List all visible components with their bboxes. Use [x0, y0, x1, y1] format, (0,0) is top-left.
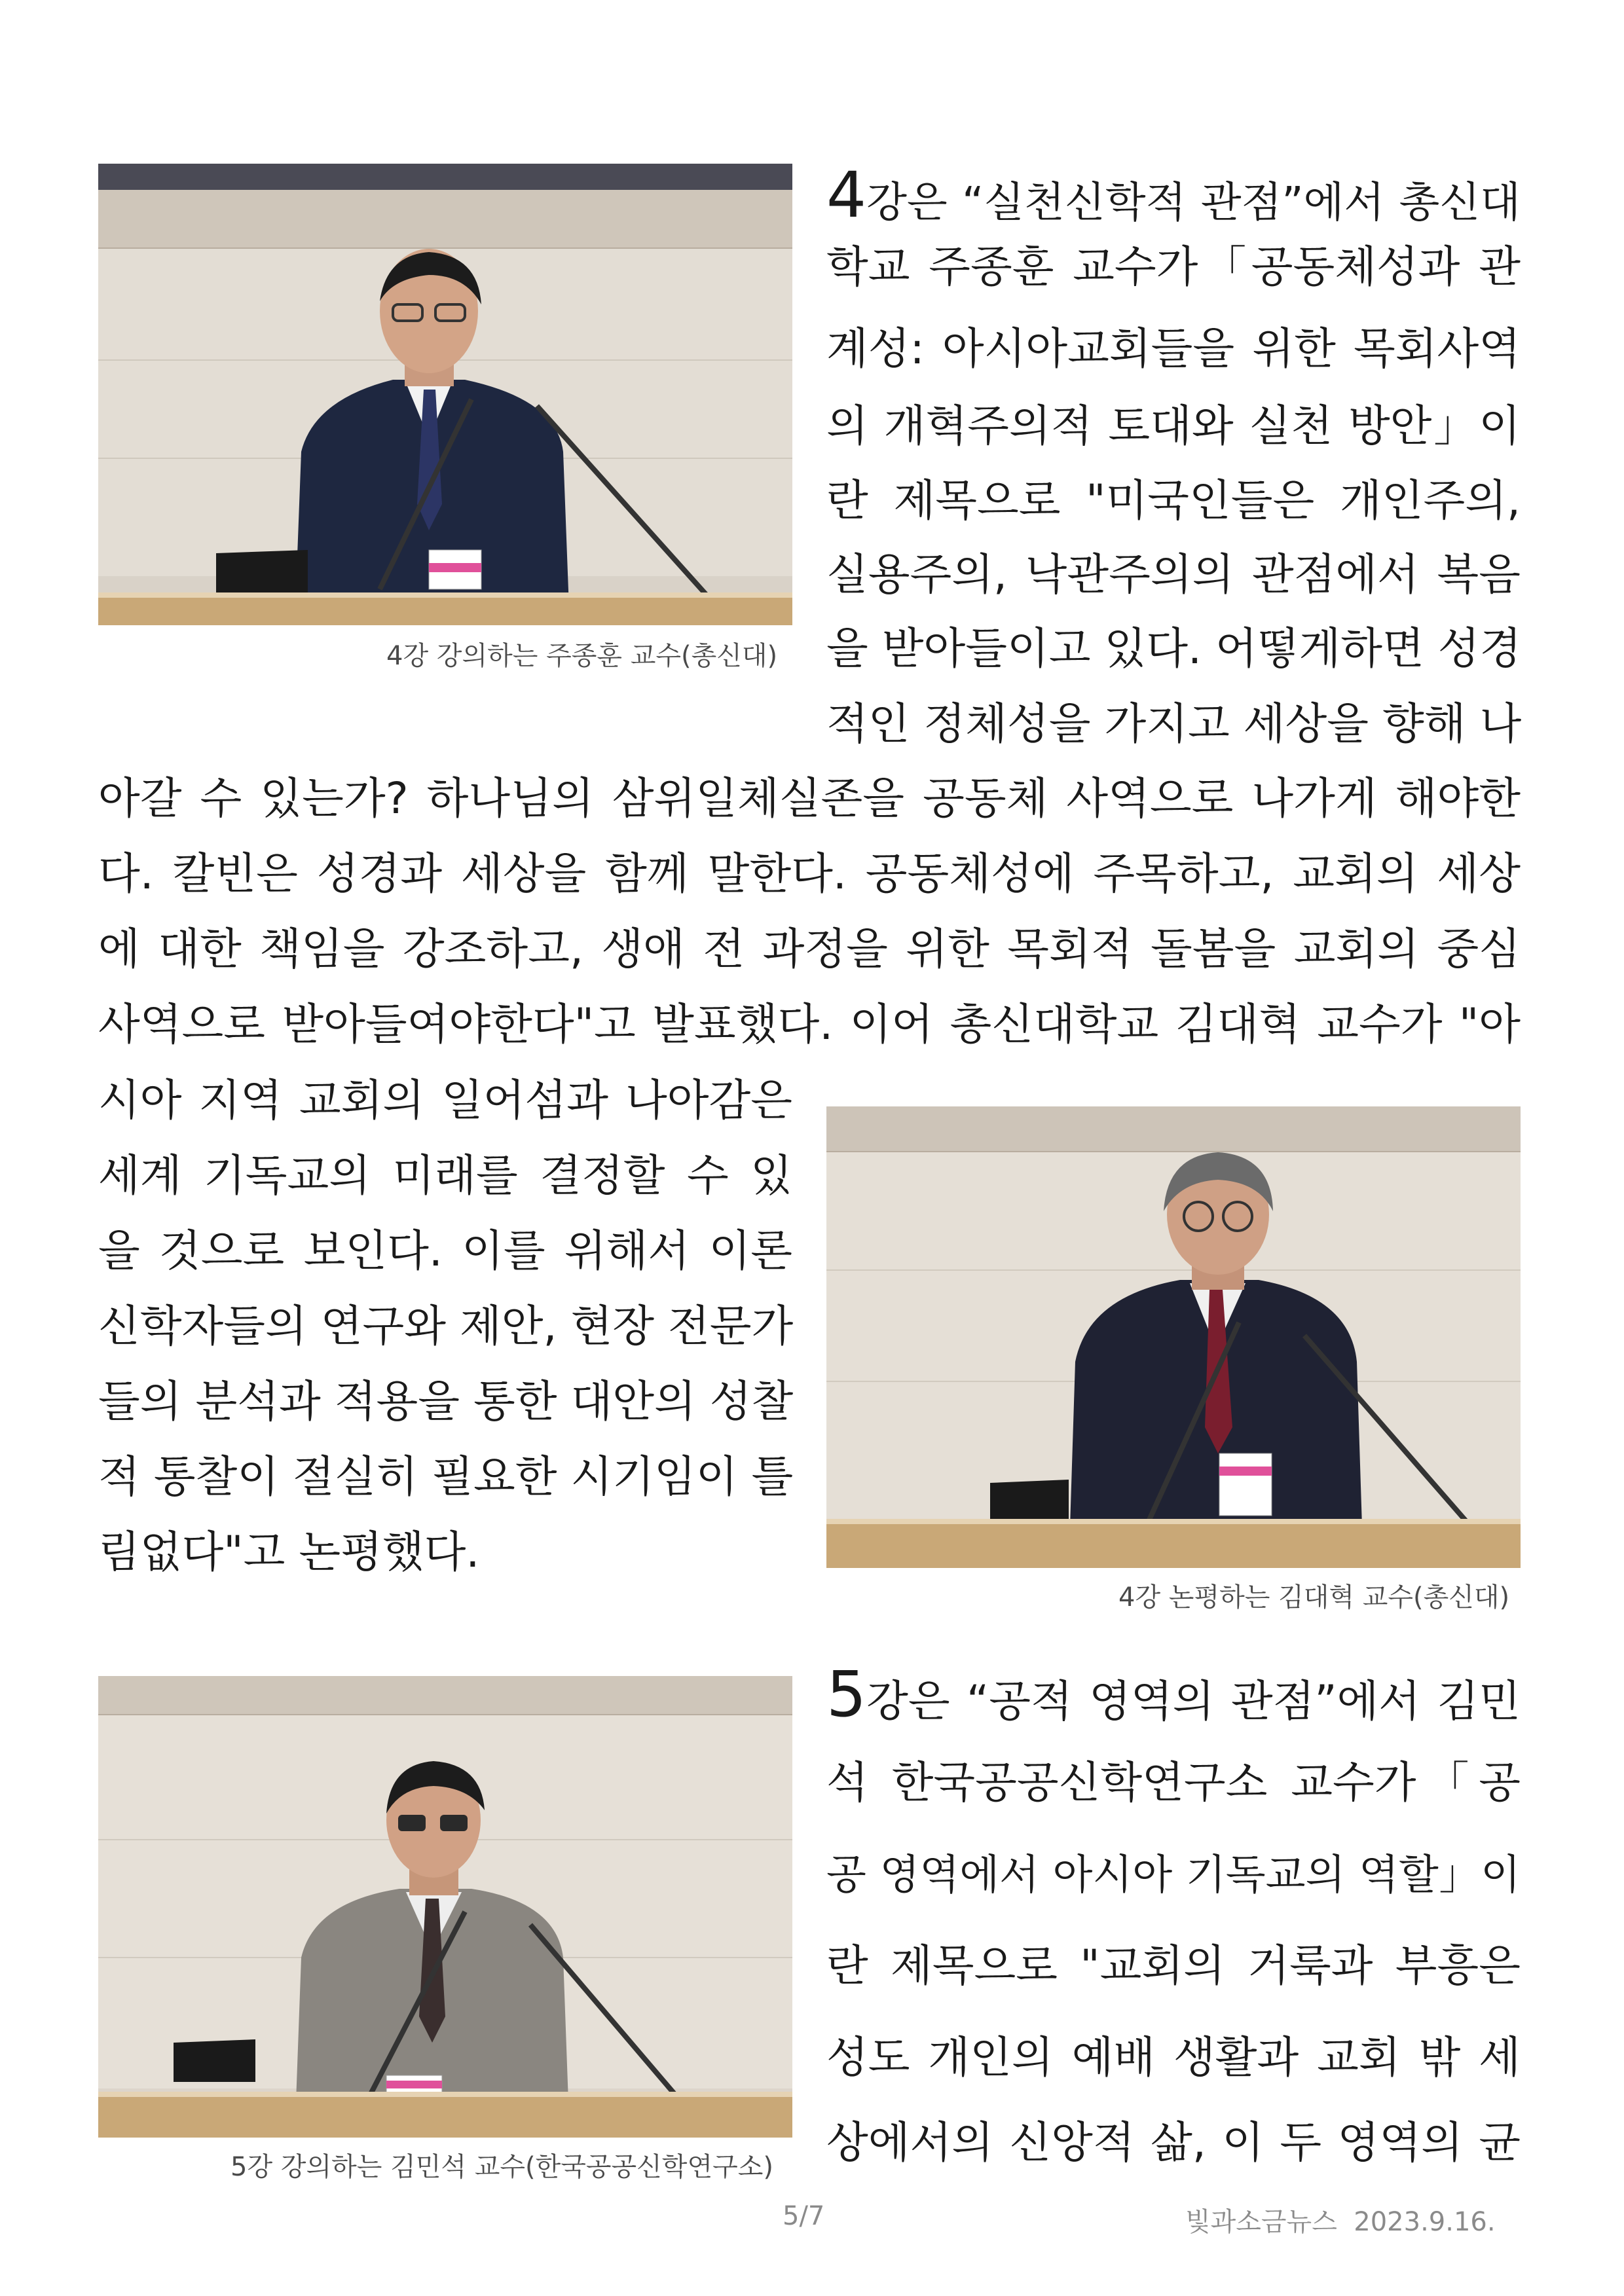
paragraph-line: 을 것으로 보인다. 이를 위해서 이론 [98, 1226, 792, 1276]
paragraph-line: 5강은 “공적 영역의 관점”에서 김민 [826, 1658, 1521, 1731]
paragraph-line: 적인 정체성을 가지고 세상을 향해 나 [826, 699, 1522, 749]
paragraph-line: 석 한국공공신학연구소 교수가「공 [826, 1757, 1521, 1808]
paragraph-line: 에 대한 책임을 강조하고, 생애 전 과정을 위한 목회적 돌봄을 교회의 중심 [98, 924, 1521, 974]
paragraph-line: 림없다"고 논평했다. [98, 1527, 480, 1577]
paragraph-line: 학교 주종훈 교수가「공동체성과 관 [826, 242, 1521, 292]
drop-number-5: 5 [826, 1658, 867, 1731]
drop-number-4: 4 [826, 158, 867, 232]
paragraph-line: 공 영역에서 아시아 기독교의 역할」이 [826, 1851, 1521, 1899]
photo-speaker-1-image [98, 164, 792, 625]
photo-speaker-1 [98, 164, 792, 625]
paragraph-line: 들의 분석과 적용을 통한 대안의 성찰 [98, 1376, 794, 1427]
paragraph-line: 다. 칼빈은 성경과 세상을 함께 말한다. 공동체성에 주목하고, 교회의 세상 [98, 848, 1521, 899]
paragraph-line: 성도 개인의 예배 생활과 교회 밖 세 [826, 2032, 1521, 2083]
paragraph-line: 4강은 “실천신학적 관점”에서 총신대 [826, 158, 1521, 232]
photo-speaker-3 [98, 1676, 792, 2138]
paragraph-line: 란 제목으로 "미국인들은 개인주의, [826, 475, 1521, 526]
paragraph-line: 적 통찰이 절실히 필요한 시기임이 틀 [98, 1451, 794, 1502]
paragraph-line: 시아 지역 교회의 일어섬과 나아감은 [98, 1075, 792, 1125]
footer-publisher [1185, 2201, 1496, 2238]
paragraph-line: 신학자들의 연구와 제안, 현장 전문가 [98, 1301, 794, 1351]
paragraph-line: 상에서의 신앙적 삶, 이 두 영역의 균 [826, 2117, 1521, 2168]
photo-2-caption: 4강 논평하는 김대혁 교수(총신대) [1118, 1582, 1510, 1613]
paragraph-line: 란 제목으로 "교회의 거룩과 부흥은 [826, 1941, 1521, 1991]
photo-3-caption: 5강 강의하는 김민석 교수(한국공공신학연구소) [231, 2152, 773, 2182]
photo-speaker-2-image [826, 1106, 1521, 1568]
publisher-name: 빛과소금뉴스 [1185, 2207, 1337, 2237]
photo-speaker-2 [826, 1106, 1521, 1568]
paragraph-line: 의 개혁주의적 토대와 실천 방안」이 [826, 401, 1521, 451]
paragraph-line: 아갈 수 있는가? 하나님의 삼위일체실존을 공동체 사역으로 나가게 해야한 [98, 773, 1521, 824]
paragraph-line: 계성: 아시아교회들을 위한 목회사역 [826, 323, 1521, 374]
paragraph-line: 실용주의, 낙관주의의 관점에서 복음 [826, 549, 1521, 600]
photo-1-caption: 4강 강의하는 주종훈 교수(총신대) [386, 641, 778, 671]
page-number: 5/7 [783, 2201, 825, 2231]
paragraph-line: 세계 기독교의 미래를 결정할 수 있 [98, 1150, 792, 1201]
publish-date: 2023.9.16. [1354, 2207, 1496, 2237]
photo-speaker-3-image [98, 1676, 792, 2138]
paragraph-line: 사역으로 받아들여야한다"고 발표했다. 이어 총신대학교 김대혁 교수가 "아 [98, 999, 1521, 1049]
paragraph-line: 을 받아들이고 있다. 어떻게하면 성경 [826, 623, 1522, 674]
